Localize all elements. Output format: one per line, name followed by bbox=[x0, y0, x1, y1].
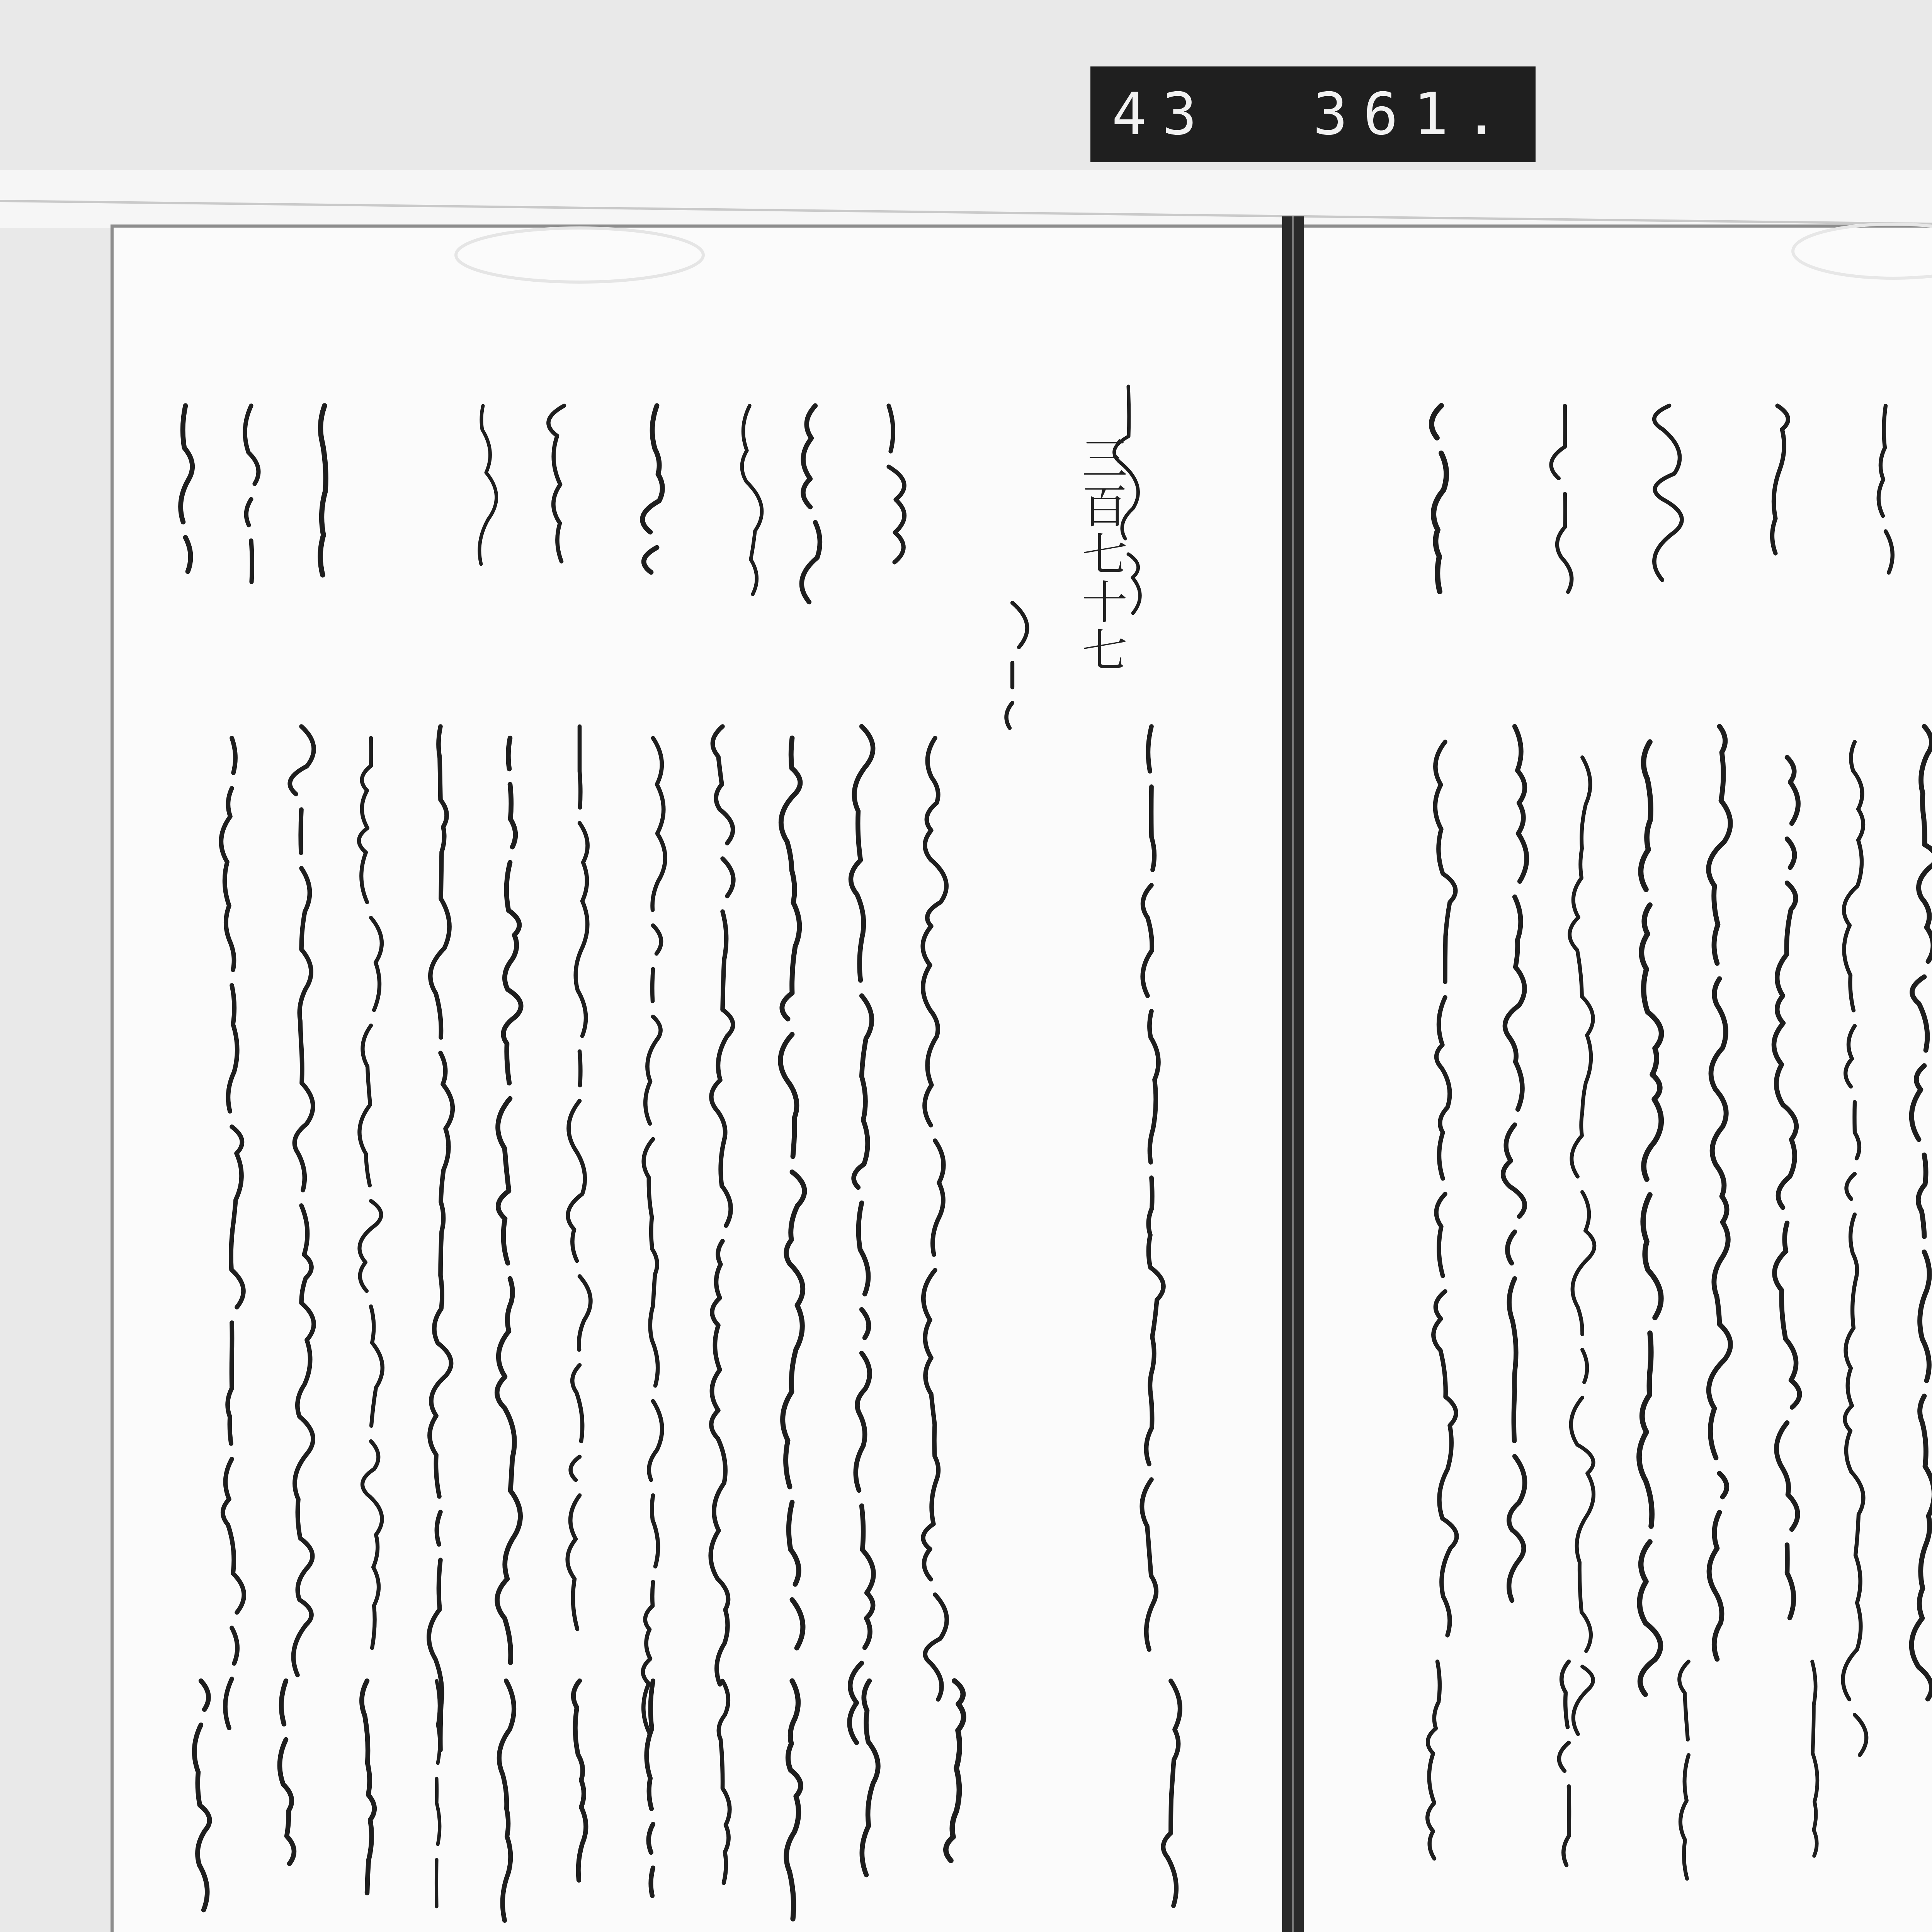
poem-number-heading: 三百七十七 bbox=[1074, 435, 1128, 674]
frame-number: 361. bbox=[1313, 81, 1514, 148]
volume-number: 43 bbox=[1112, 81, 1213, 148]
microfilm-label-plate bbox=[1090, 66, 1536, 162]
